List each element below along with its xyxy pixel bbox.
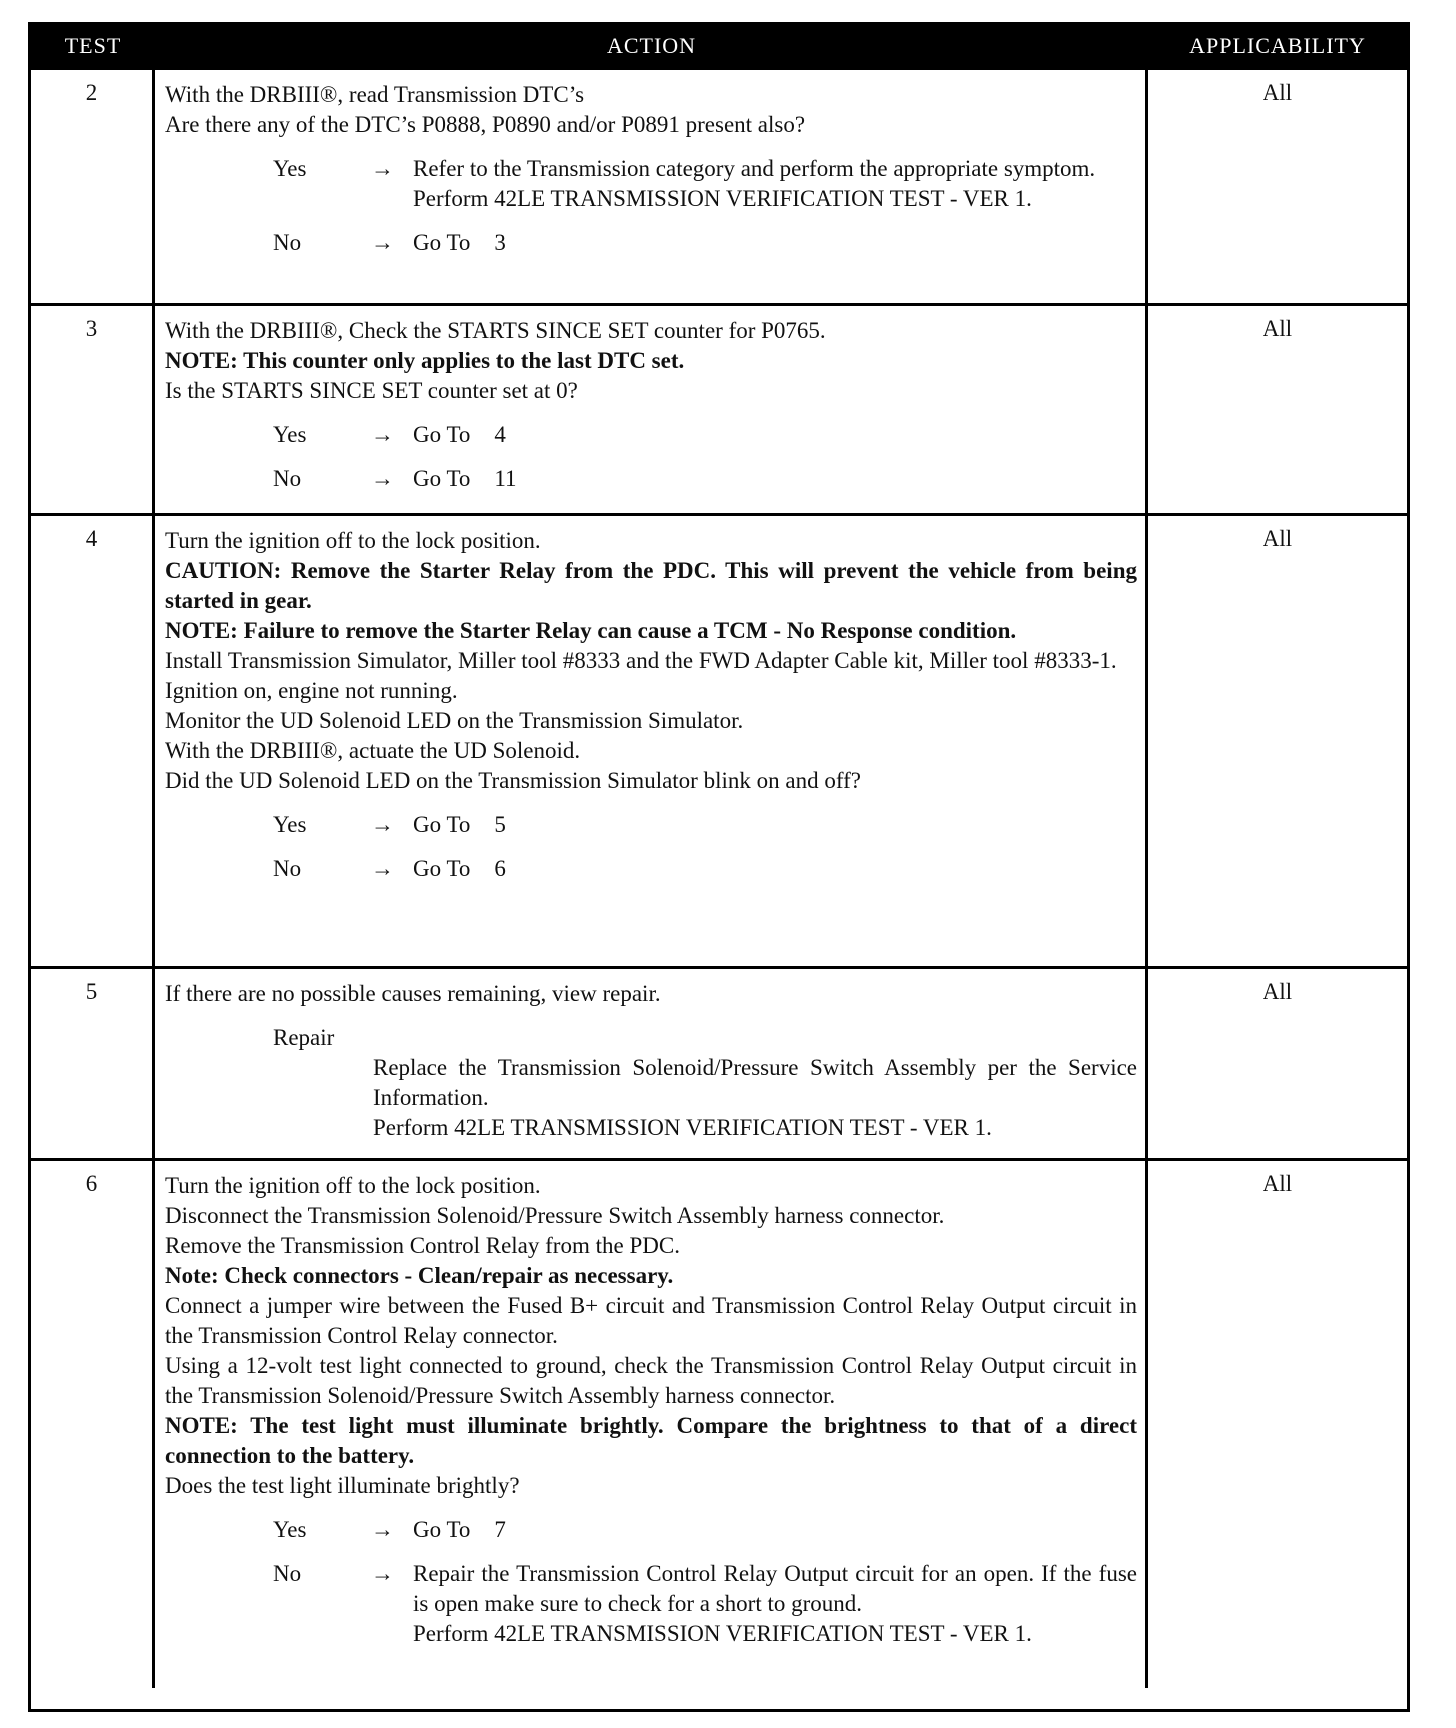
action-text: Connect a jumper wire between the Fused B+ circuit and Transmission Control Relay Output circuit in the Transmission Control Relay connector. bbox=[165, 1293, 1137, 1348]
action-text: With the DRBIII®, read Transmission DTC’s bbox=[165, 82, 585, 107]
action-text: Using a 12-volt test light connected to ground, check the Transmission Control Relay Output circuit in the Transmission Solenoid/Pressure Switch Assembly harness connector. bbox=[165, 1353, 1137, 1408]
goto-text: Go To bbox=[413, 1517, 471, 1542]
action-text: Are there any of the DTC’s P0888, P0890 and/or P0891 present also? bbox=[165, 112, 806, 137]
no-label: No bbox=[273, 230, 302, 255]
applicability-cell: All bbox=[1262, 979, 1293, 1004]
action-text: Turn the ignition off to the lock position. bbox=[165, 1173, 541, 1198]
arrow-icon: → bbox=[371, 856, 394, 881]
action-cell bbox=[155, 306, 1148, 513]
no-response bbox=[165, 854, 1137, 884]
arrow-icon: → bbox=[371, 812, 394, 837]
goto-text: Go To bbox=[413, 856, 471, 881]
diagnostic-test-table bbox=[28, 22, 1410, 1712]
yes-response bbox=[165, 420, 1137, 450]
yes-label: Yes bbox=[273, 422, 307, 447]
applicability-cell: All bbox=[1262, 1171, 1293, 1196]
action-cell bbox=[155, 70, 1148, 303]
goto-number: 6 bbox=[494, 856, 506, 881]
goto-text: Go To bbox=[413, 812, 471, 837]
goto-number: 4 bbox=[494, 422, 506, 447]
note-text: NOTE: This counter only applies to the last DTC set. bbox=[165, 348, 685, 373]
no-label: No bbox=[273, 1561, 302, 1586]
table-row bbox=[31, 303, 1407, 513]
caution-text: CAUTION: Remove the Starter Relay from the PDC. This will prevent the vehicle from being started in gear. bbox=[165, 558, 1137, 613]
goto-number: 3 bbox=[494, 230, 506, 255]
yes-response bbox=[165, 1515, 1137, 1545]
no-response bbox=[165, 1559, 1137, 1649]
response-text: Repair the Transmission Control Relay Output circuit for an open. If the fuse is open make sure to check for a short to ground. bbox=[413, 1561, 1137, 1616]
header-test: TEST bbox=[64, 33, 122, 58]
goto-text: Go To bbox=[413, 422, 471, 447]
repair-text: Replace the Transmission Solenoid/Pressure Switch Assembly per the Service Information. bbox=[373, 1055, 1137, 1110]
goto-number: 11 bbox=[494, 466, 517, 491]
test-number: 6 bbox=[31, 1161, 155, 1688]
response-text: Refer to the Transmission category and perform the appropriate symptom. bbox=[413, 156, 1096, 181]
yes-response bbox=[165, 154, 1137, 214]
action-text: Turn the ignition off to the lock position. bbox=[165, 528, 541, 553]
response-text: Perform 42LE TRANSMISSION VERIFICATION TEST - VER 1. bbox=[413, 186, 1032, 211]
action-text: With the DRBIII®, actuate the UD Solenoid. bbox=[165, 738, 581, 763]
action-cell bbox=[155, 1161, 1148, 1688]
no-response bbox=[165, 228, 1137, 258]
action-text: Is the STARTS SINCE SET counter set at 0? bbox=[165, 378, 578, 403]
action-text: Remove the Transmission Control Relay from the PDC. bbox=[165, 1233, 680, 1258]
note-text: NOTE: The test light must illuminate brightly. Compare the brightness to that of a direct connection to the battery. bbox=[165, 1413, 1137, 1468]
action-text: Install Transmission Simulator, Miller tool #8333 and the FWD Adapter Cable kit, Miller tool #8333-1. bbox=[165, 648, 1117, 673]
yes-label: Yes bbox=[273, 812, 307, 837]
no-response bbox=[165, 464, 1137, 494]
applicability-cell: All bbox=[1262, 526, 1293, 551]
yes-label: Yes bbox=[273, 1517, 307, 1542]
header-applicability: APPLICABILITY bbox=[1189, 33, 1366, 58]
response-text: Perform 42LE TRANSMISSION VERIFICATION TEST - VER 1. bbox=[413, 1621, 1032, 1646]
table-row bbox=[31, 1158, 1407, 1688]
applicability-cell: All bbox=[1262, 316, 1293, 341]
header-action: ACTION bbox=[606, 33, 697, 58]
applicability-cell: All bbox=[1262, 80, 1293, 105]
table-header bbox=[31, 25, 1407, 67]
arrow-icon: → bbox=[371, 422, 394, 447]
action-cell bbox=[155, 516, 1148, 966]
goto-number: 5 bbox=[494, 812, 506, 837]
arrow-icon: → bbox=[371, 1561, 394, 1586]
table-row bbox=[31, 966, 1407, 1158]
repair-text: Perform 42LE TRANSMISSION VERIFICATION TEST - VER 1. bbox=[373, 1115, 992, 1140]
no-label: No bbox=[273, 856, 302, 881]
action-text: Does the test light illuminate brightly? bbox=[165, 1473, 520, 1498]
test-number: 5 bbox=[31, 969, 155, 1158]
arrow-icon: → bbox=[371, 1517, 394, 1542]
action-text: Ignition on, engine not running. bbox=[165, 678, 458, 703]
test-number: 4 bbox=[31, 516, 155, 966]
arrow-icon: → bbox=[371, 466, 394, 491]
note-text: Note: Check connectors - Clean/repair as necessary. bbox=[165, 1263, 674, 1288]
test-number: 2 bbox=[31, 70, 155, 303]
goto-number: 7 bbox=[494, 1517, 506, 1542]
action-text: With the DRBIII®, Check the STARTS SINCE SET counter for P0765. bbox=[165, 318, 826, 343]
action-text: Monitor the UD Solenoid LED on the Transmission Simulator. bbox=[165, 708, 744, 733]
goto-text: Go To bbox=[413, 466, 471, 491]
action-text: Disconnect the Transmission Solenoid/Pressure Switch Assembly harness connector. bbox=[165, 1203, 945, 1228]
yes-label: Yes bbox=[273, 156, 307, 181]
action-text: If there are no possible causes remaining, view repair. bbox=[165, 981, 661, 1006]
table-row bbox=[31, 67, 1407, 303]
test-number: 3 bbox=[31, 306, 155, 513]
goto-text: Go To bbox=[413, 230, 471, 255]
no-label: No bbox=[273, 466, 302, 491]
action-text: Did the UD Solenoid LED on the Transmission Simulator blink on and off? bbox=[165, 768, 861, 793]
repair-label: Repair bbox=[273, 1025, 335, 1050]
yes-response bbox=[165, 810, 1137, 840]
arrow-icon: → bbox=[371, 230, 394, 255]
arrow-icon: → bbox=[371, 156, 394, 181]
note-text: NOTE: Failure to remove the Starter Relay can cause a TCM - No Response condition. bbox=[165, 618, 1017, 643]
action-cell bbox=[155, 969, 1148, 1158]
table-row bbox=[31, 513, 1407, 966]
